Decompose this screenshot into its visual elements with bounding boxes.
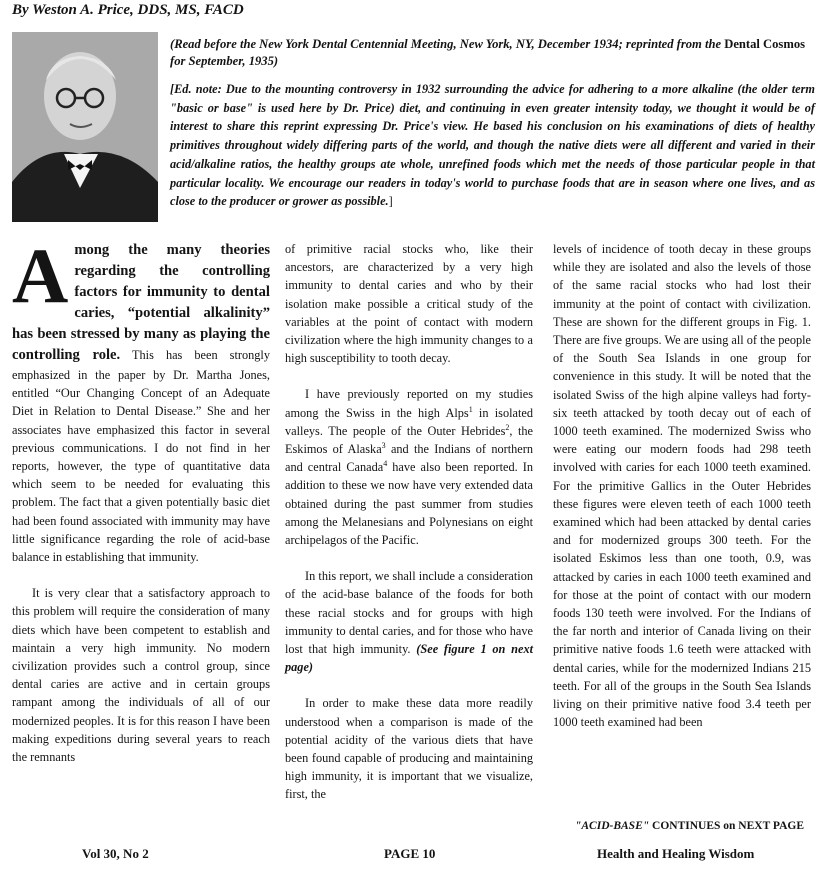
footnote-ref-1: 1 (468, 404, 473, 414)
editor-note (170, 80, 815, 211)
lead-text: mong the many theories regarding the controlling factors for immunity to dental caries, “potential alkalinity” has been stressed by many as playing the controlling role. (12, 242, 270, 363)
p4-part-c: , the Eskimos of Alaska (285, 423, 533, 457)
paragraph-1-rest: This has been strongly emphasized in the paper by Dr. Martha Jones, entitled “Our Changing Concept of an Adequate Diet in Relation to Dental Disease.” She and her associates have emphasized this factor in several previous communications. I do not find in her reports, however, the type of quantitative data which seem to be needed for evaluating this problem. The fact that a given potentially basic diet had been found associated with immunity may have little significance regarding the role of acid-base balance in establishing that immunity. (12, 348, 270, 565)
editor-note-close: ] (388, 194, 393, 209)
article-column-1 (12, 232, 270, 784)
continued-label: "ACID-BASE" (575, 820, 650, 832)
journal-name: Dental Cosmos (724, 37, 806, 51)
continued-notice (575, 820, 804, 832)
p5-text: In this report, we shall include a consideration of the acid-base balance of the foods for both these racial stocks and for groups with high immunity to dental caries, and for those who have lost that high immunity. (285, 569, 533, 657)
footer-volume: Vol 30, No 2 (82, 846, 149, 861)
p4-part-d: and the Indians of northern and central Canada (285, 442, 533, 475)
article-paragraph-2: It is very clear that a satisfactory approach to this problem will require the consideration of many diets which have been competent to establish and maintain a very high immunity. No modern civilization provides such a control group, since dental caries are active and in certain groups rampant among the individuals of all of our modernized peoples. It is for this reason I have been making expeditions during several years to reach the remnants (12, 586, 270, 765)
drop-cap: A (12, 232, 69, 319)
continued-rest: CONTINUES on NEXT PAGE (649, 820, 804, 832)
footnote-ref-2: 2 (505, 422, 510, 432)
footnote-ref-4: 4 (383, 459, 388, 469)
reprint-text-end: for September, 1935) (170, 54, 279, 68)
footer-page-number: PAGE 10 (384, 846, 436, 861)
article-paragraph-1 (12, 232, 270, 566)
article-paragraph-7: levels of incidence of tooth decay in these groups while they are isolated and also the levels of those of the same racial stocks who had lost their immunity at the point of contact with civilization. These are shown for the different groups in Fig. 1. There are five groups. We are using all of the people of the South Sea Islands in one group for convenience in this study. It will be noted that the isolated Swiss of the high alpine valleys had forty-six teeth attacked by tooth decay out of each of 1000 teeth examined. The modernized Swiss who were eating our modern foods had 298 teeth involved with caries for each 1000 teeth examined. For the primitive Gallics in the Outer Hebrides these figures were eleven teeth of each 1000 teeth examined which had been attacked by dental caries and for modernized groups 300 teeth. For the isolated Eskimos less than one tooth, 0.9, was attacked by caries in each 1000 teeth examined and for those at the point of contact with our modern foods 130 teeth were involved. For the Indians of the far north and interior of Canada living on their primitive native foods 1.6 teeth were attacked with dental caries, while for the modernized Indians 215 teeth. For all of the groups in the South Sea Islands living on their primitive native food 3.4 teeth per 1000 teeth examined had been (553, 242, 811, 730)
reprint-note (170, 36, 815, 70)
article-paragraph-4 (285, 385, 533, 549)
article-paragraph-5 (285, 567, 533, 676)
footnote-ref-3: 3 (381, 440, 386, 450)
article-paragraph-3: of primitive racial stocks who, like their ancestors, are characterized by a very high immunity to dental caries and who by their isolation make possible a critical study of the variables at the point of contact with modern civilization where the high immunity changes to a high susceptibility to tooth decay. (285, 242, 533, 366)
author-byline: By Weston A. Price, DDS, MS, FACD (12, 2, 244, 18)
p4-part-e: have also been reported. In addition to these we now have very extended data obtained during the past summer from studies among the Melanesians and Polynesians on eight archipelagos of the Pacific. (285, 460, 534, 548)
article-column-2 (285, 240, 533, 822)
article-column-3 (553, 240, 811, 749)
portrait-photo-icon (12, 32, 158, 222)
reprint-text-start: (Read before the New York Dental Centennial Meeting, New York, NY, December 1934; reprinted from the (170, 37, 725, 51)
footer-publication: Health and Healing Wisdom (597, 846, 755, 861)
p4-part-a: I have previously reported on my studies among the Swiss in the high Alps (285, 387, 533, 420)
portrait-illustration (12, 32, 158, 222)
p4-part-b: in isolated valleys. The people of the Outer Hebrides (285, 405, 533, 438)
see-figure-reference: (See figure 1 on next page) (285, 642, 534, 675)
editor-note-text: [Ed. note: Due to the mounting controversy in 1932 surrounding the advice for adhering to a more alkaline (the older term "basic or base" is used here by Dr. Price) diet, and continuing in even greater intensity today, we thought it would be of interest to share this reprint expressing Dr. Price's view. He based his conclusion on his examinations of diets of healthy primitives throughout widely differing parts of the world, and though the native diets were all different and varied in their acid/alkaline ratios, the healthy groups ate whole, unrefined foods which met the needs of those particular people in that particular locality. We encourage our readers in today's world to purchase foods that are in season where one lives, and as close to the producer or grower as possible. (170, 82, 815, 209)
article-paragraph-6: In order to make these data more readily understood when a comparison is made of the potential acidity of the various diets that have been found capable of producing and maintaining high immunity, it is important that we visualize, first, the (285, 696, 533, 802)
